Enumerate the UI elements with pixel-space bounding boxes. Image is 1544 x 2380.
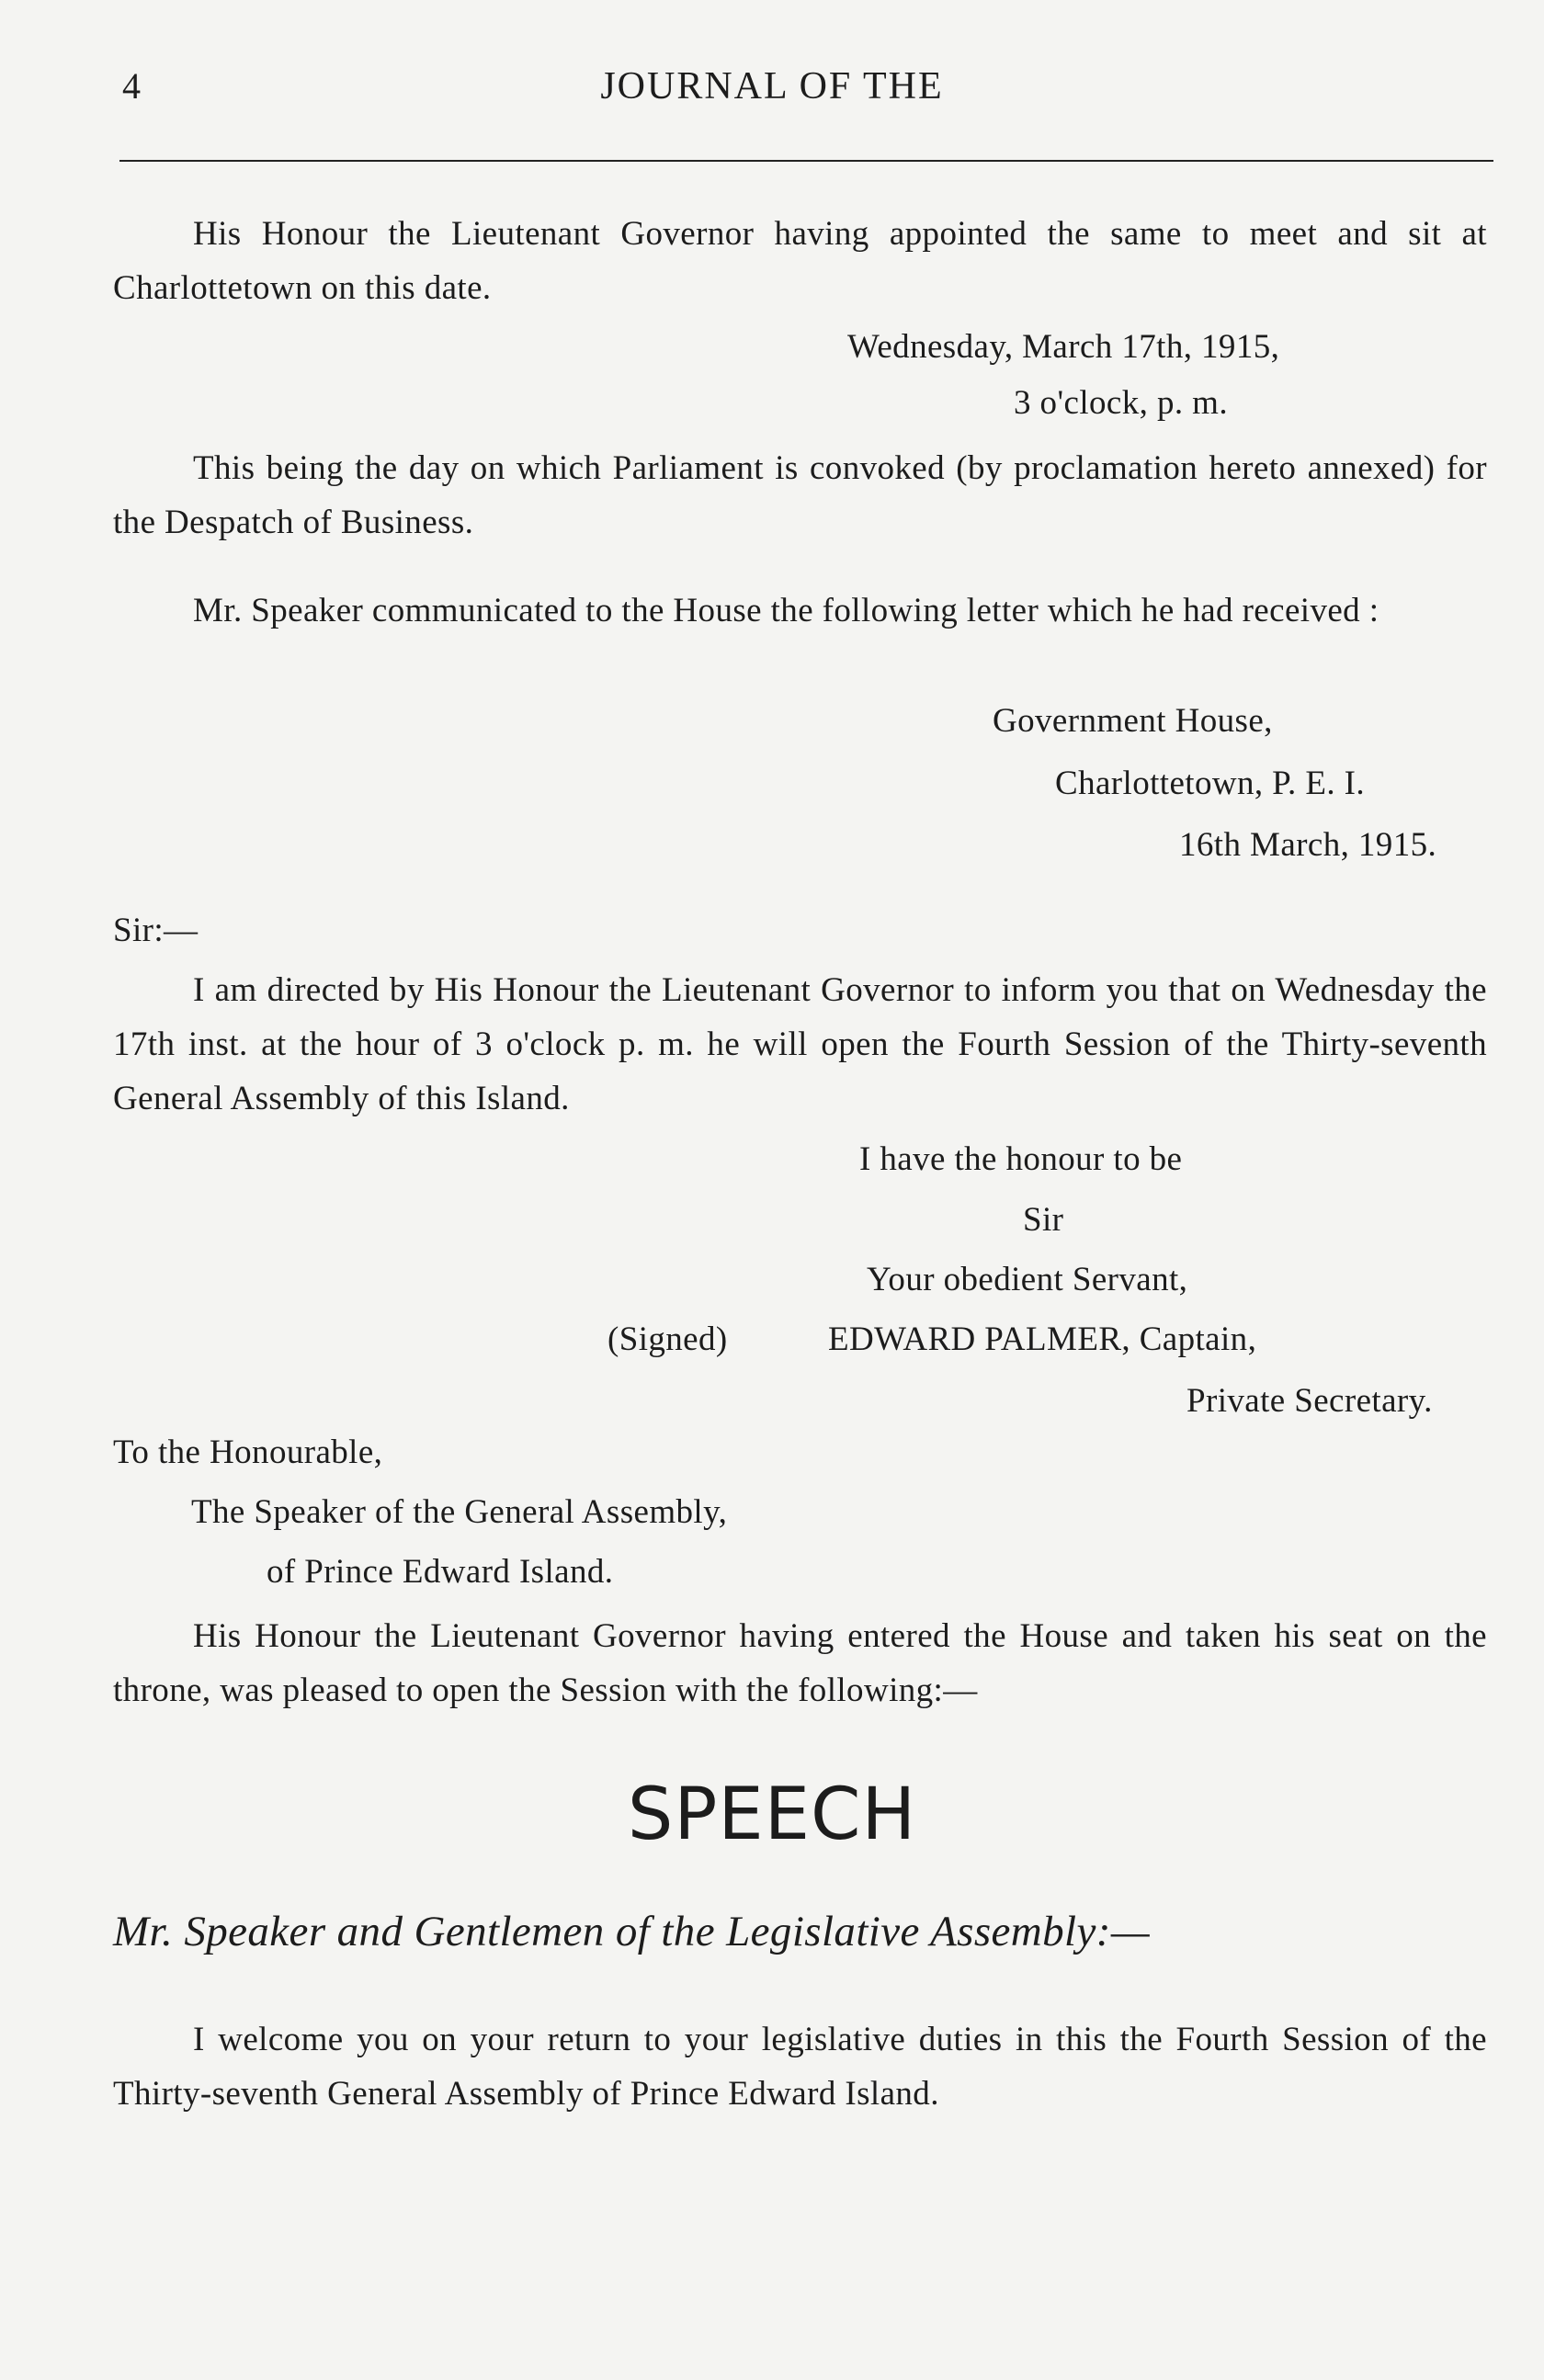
running-title: JOURNAL OF THE [600, 65, 944, 108]
letter-address-line-1: Government House, [993, 702, 1273, 740]
letter-date: 16th March, 1915. [1179, 826, 1437, 864]
opening-paragraph: His Honour the Lieutenant Governor having appointed the same to meet and sit at Charlottetown on this date. [113, 215, 1487, 307]
speech-address: Mr. Speaker and Gentlemen of the Legislative Assembly:— [113, 1908, 1151, 1955]
speaker-paragraph: Mr. Speaker communicated to the House the following letter which he had received : [193, 592, 1379, 629]
speech-first-paragraph: I welcome you on your return to your legislative duties in this the Fourth Session of the Thirty-seventh General Assembly of Prince Edward Island. [113, 2021, 1487, 2113]
dateline-date: Wednesday, March 17th, 1915, [847, 328, 1280, 366]
letter-address-line-2: Charlottetown, P. E. I. [1055, 765, 1366, 802]
header-rule [119, 160, 1493, 162]
speech-heading: SPEECH [627, 1774, 917, 1856]
letter-salutation: Sir:— [113, 912, 199, 949]
letter-body: I am directed by His Honour the Lieutenant Governor to inform you that on Wednesday the 17th inst. at the hour of 3 o'clock p. m. he will open the Fourth Session of the Thirty-seventh General Assembly of this Island. [113, 971, 1487, 1117]
dateline-time: 3 o'clock, p. m. [1014, 384, 1228, 422]
convocation-paragraph: This being the day on which Parliament is convoked (by proclamation hereto annexed) for the Despatch of Business. [113, 449, 1487, 541]
letter-closing-line-3: Your obedient Servant, [867, 1261, 1188, 1298]
letter-closing-line-2: Sir [1023, 1201, 1064, 1239]
recipient-line-1: To the Honourable, [113, 1434, 383, 1471]
throne-paragraph: His Honour the Lieutenant Governor having entered the House and taken his seat on the throne, was pleased to open the Session with the following:— [113, 1617, 1487, 1709]
recipient-line-2: The Speaker of the General Assembly, [191, 1493, 728, 1531]
recipient-line-3: of Prince Edward Island. [267, 1553, 614, 1591]
letter-signatory: EDWARD PALMER, Captain, [828, 1320, 1257, 1358]
signed-label: (Signed) [607, 1320, 728, 1358]
signatory-title: Private Secretary. [1186, 1382, 1433, 1420]
page-number: 4 [122, 65, 141, 107]
letter-closing-line-1: I have the honour to be [859, 1140, 1183, 1178]
